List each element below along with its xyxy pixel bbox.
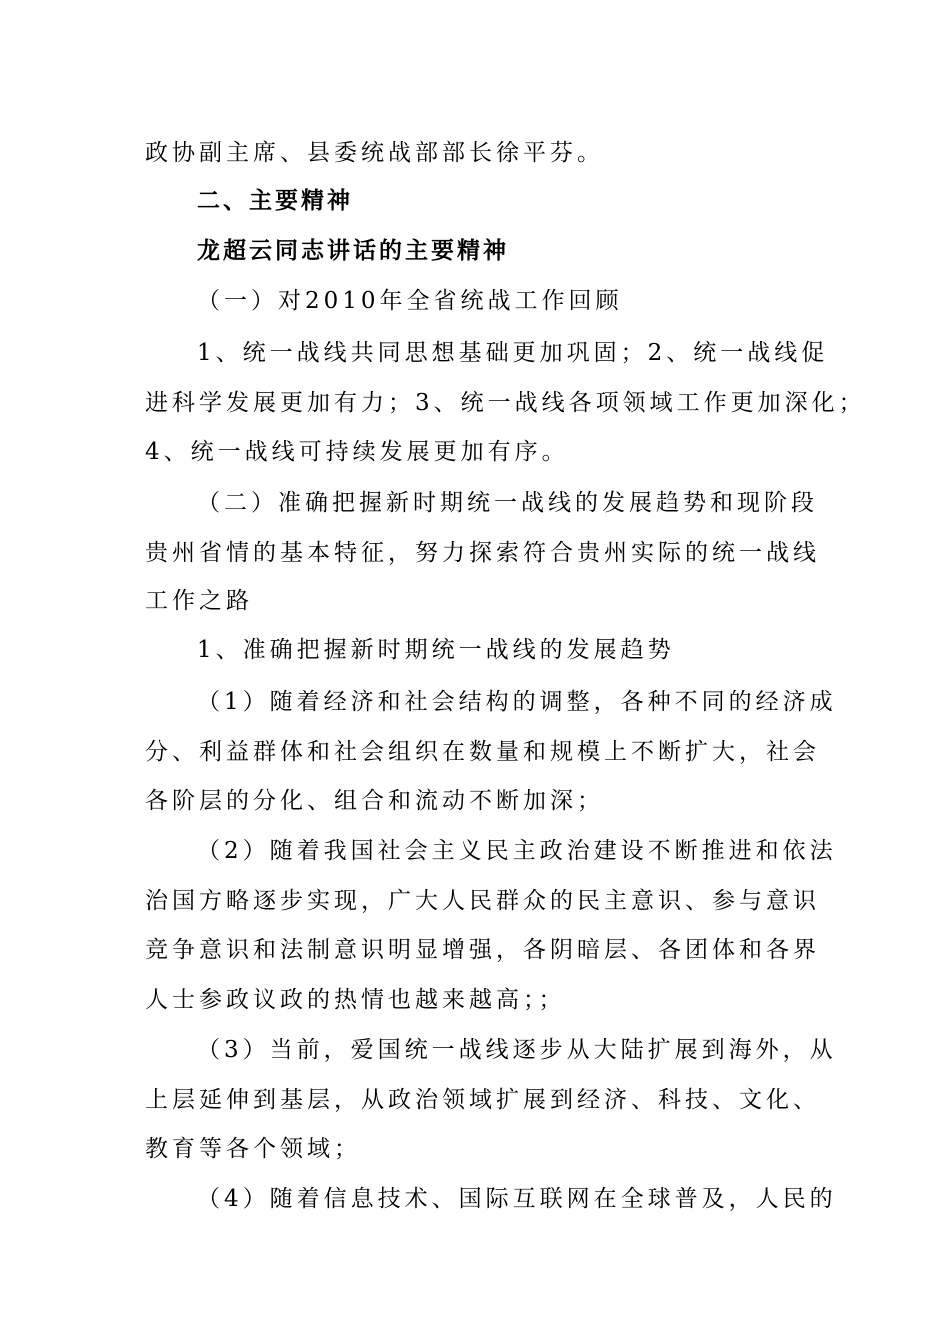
text-line-8: （二）准确把握新时期统一战线的发展趋势和现阶段 — [197, 490, 818, 516]
subsection-heading: 龙超云同志讲话的主要精神 — [197, 237, 509, 264]
text-line-15: （2）随着我国社会主义民主政治建设不断推进和依法 — [197, 838, 837, 864]
text-line-21: 教育等各个领域； — [145, 1136, 361, 1162]
text-line-5: 1、统一战线共同思想基础更加巩固；2、统一战线促 — [197, 340, 829, 366]
text-line-9: 贵州省情的基本特征，努力探索符合贵州实际的统一战线 — [145, 540, 820, 566]
text-line-7: 4、统一战线可持续发展更加有序。 — [145, 439, 569, 465]
text-line-13: 分、利益群体和社会组织在数量和规模上不断扩大，社会 — [145, 739, 820, 765]
text-line-17: 竞争意识和法制意识明显增强，各阴暗层、各团体和各界 — [145, 937, 820, 963]
text-line-20: 上层延伸到基层，从政治领域扩展到经济、科技、文化、 — [145, 1087, 820, 1113]
section-heading: 二、主要精神 — [197, 187, 353, 214]
text-line-16: 治国方略逐步实现，广大人民群众的民主意识、参与意识 — [145, 888, 820, 914]
text-line-18: 人士参政议政的热情也越来越高；； — [145, 987, 566, 1013]
text-line-19: （3）当前，爱国统一战线逐步从大陆扩展到海外，从 — [197, 1037, 837, 1063]
text-line-4: （一）对2010年全省统战工作回顾 — [197, 288, 623, 314]
text-line-10: 工作之路 — [145, 588, 253, 614]
text-line-22: （4）随着信息技术、国际互联网在全球普及，人民的 — [197, 1186, 837, 1212]
text-line-11: 1、准确把握新时期统一战线的发展趋势 — [197, 637, 675, 663]
text-line-6: 进科学发展更加有力；3、统一战线各项领域工作更加深化； — [145, 390, 866, 416]
text-line-1: 政协副主席、县委统战部部长徐平芬。 — [145, 140, 604, 166]
text-line-14: 各阶层的分化、组合和流动不断加深； — [145, 788, 604, 814]
text-line-12: （1）随着经济和社会结构的调整，各种不同的经济成 — [197, 689, 837, 715]
